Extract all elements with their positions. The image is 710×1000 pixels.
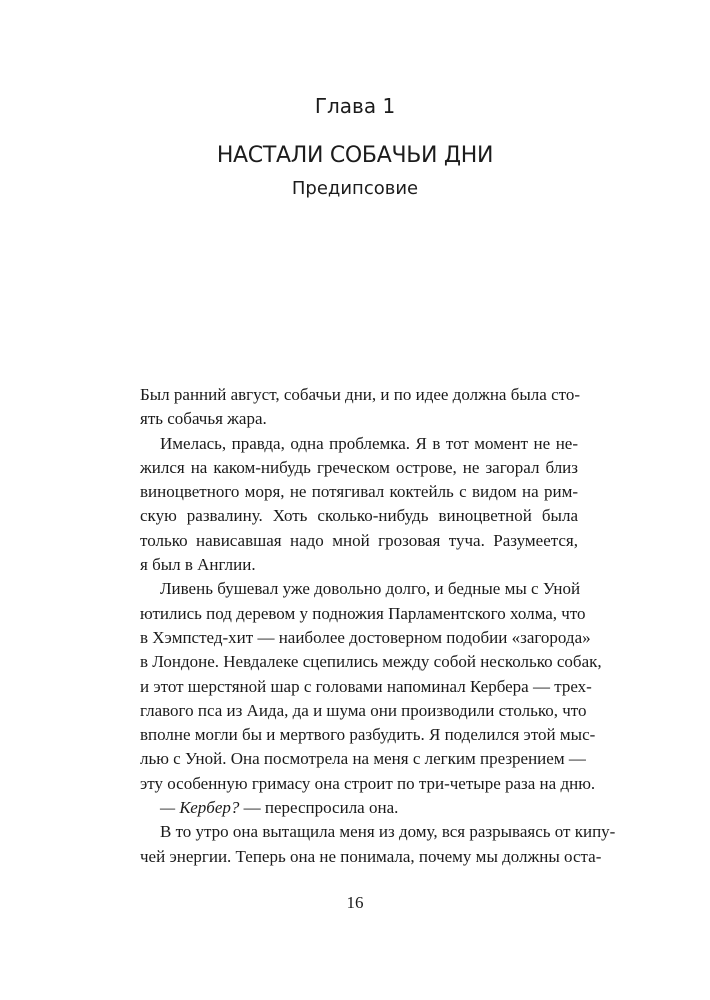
dialogue-rest: — переспросила она. — [239, 798, 399, 818]
text-line: виноцветного моря, не потягивал коктейль с видом на рим- — [140, 482, 578, 502]
text-line: только нависавшая надо мной грозовая туча. Разумеется, — [140, 530, 578, 550]
chapter-title: НАСТАЛИ СОБАЧЬИ ДНИ — [216, 143, 494, 168]
text-line: вполне могли бы и мертвого разбудить. Я поделился этой мыс- — [140, 725, 596, 745]
text-line: эту особенную гримасу она строит по три-четыре раза на дню. — [140, 773, 596, 793]
chapter-number: Глава 1 — [314, 94, 396, 118]
text-line: в Хэмпстед-хит — наиболее достоверном подобии «загорода» — [140, 627, 591, 647]
text-line: Имелась, правда, одна проблемка. Я в тот момент не не- — [160, 433, 578, 453]
page-number: 16 — [346, 893, 364, 912]
text-line: ять собачья жара. — [140, 409, 267, 429]
text-line: ютились под деревом у подножия Парламентского холма, что — [140, 603, 586, 623]
text-line: чей энергии. Теперь она не понимала, почему мы должны оста- — [140, 846, 602, 866]
text-line: скую развалину. Хоть сколько-нибудь виноцветной была — [140, 506, 578, 526]
text-line: я был в Англии. — [140, 555, 256, 575]
text-line: и этот шерстяной шар с головами напоминал Кербера — трех- — [140, 676, 592, 696]
text-line: Ливень бушевал уже довольно долго, и бедные мы с Уной — [160, 579, 581, 599]
chapter-subtitle: Предипсовие — [291, 178, 419, 199]
body-text — [140, 383, 616, 869]
text-line: жился на каком-нибудь греческом острове, не загорал близ — [140, 457, 578, 477]
dialogue-italic: — Кербер? — [160, 798, 240, 818]
text-line: Был ранний август, собачьи дни, и по идее должна была сто- — [140, 385, 580, 404]
text-line: главого пса из Аида, да и шума они производили столько, что — [140, 700, 587, 720]
text-line: В то утро она вытащила меня из дому, вся разрываясь от кипу- — [160, 822, 616, 842]
dialogue-line — [140, 796, 578, 820]
text-line: в Лондоне. Невдалеке сцепились между собой несколько собак, — [140, 652, 602, 672]
text-line: лью с Уной. Она посмотрела на меня с легким презрением — — [140, 749, 586, 769]
